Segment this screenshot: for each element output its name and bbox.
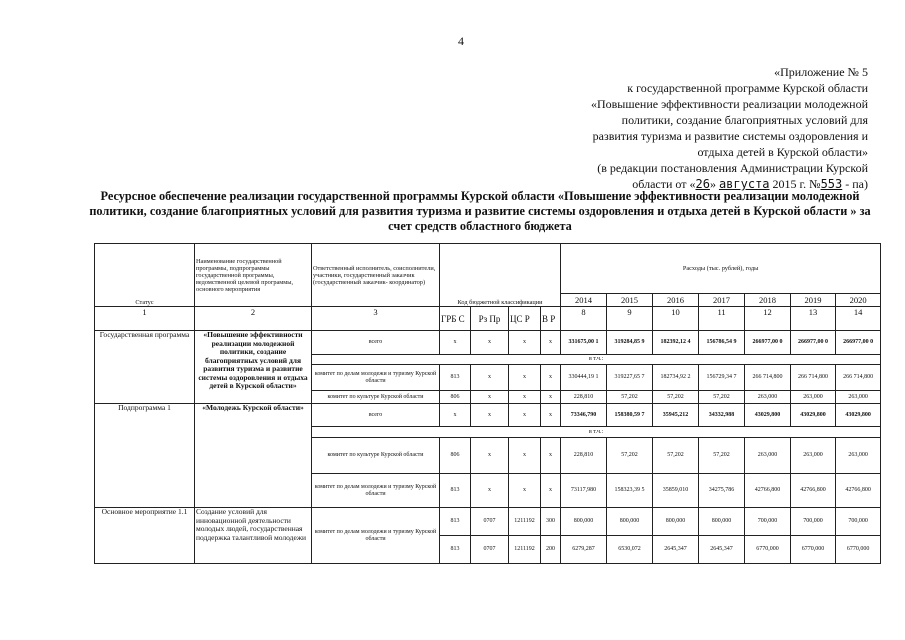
header-codes: Код бюджетной классификации — [440, 244, 561, 307]
annex-date-prefix: области от « — [632, 177, 696, 191]
code-cell: 300 — [541, 508, 561, 536]
col-number: 14 — [836, 307, 881, 331]
col-number: 13 — [791, 307, 836, 331]
code-cell: x — [509, 365, 541, 391]
col-number: 8 — [561, 307, 607, 331]
col-number: 1 — [95, 307, 195, 331]
annex-block — [548, 64, 868, 192]
value-cell: 73346,790 — [561, 404, 607, 427]
main1-name: Создание условий для инновационной деятельности молодых людей, государственная поддержка талантливой молодежи — [195, 508, 312, 564]
table-row — [95, 331, 881, 355]
executor-cell: комитет по культуре Курской области — [312, 391, 440, 404]
sub1-name: «Молодежь Курской области» — [195, 404, 312, 508]
value-cell: 266 714,800 — [745, 365, 791, 391]
code-cell: x — [471, 474, 509, 508]
executor-cell: комитет по делам молодежи и туризму Курской области — [312, 474, 440, 508]
value-cell: 42766,800 — [791, 474, 836, 508]
incl-label: в т.ч.: — [312, 427, 881, 438]
value-cell: 263,000 — [791, 391, 836, 404]
sub1-total-label: всего — [312, 404, 440, 427]
annex-date-month: августа — [718, 177, 770, 191]
value-cell: 263,000 — [745, 391, 791, 404]
value-cell: 156786,54 9 — [699, 331, 745, 355]
value-cell: 319227,65 7 — [607, 365, 653, 391]
value-cell: 43029,800 — [745, 404, 791, 427]
annex-date-suffix: - па) — [842, 177, 868, 191]
annex-date-number: 553 — [820, 177, 843, 191]
code-cell: 200 — [541, 536, 561, 564]
value-cell: 263,000 — [836, 391, 881, 404]
header-executor: Ответственный исполнитель, соисполнители, участники, государственный заказчик (государственный заказчик- координатор) — [312, 244, 440, 307]
annex-date-mid: » — [709, 177, 719, 191]
code-cell: 806 — [440, 438, 471, 474]
year-cell: 2016 — [653, 294, 699, 307]
value-cell: 35859,010 — [653, 474, 699, 508]
program-total-label: всего — [312, 331, 440, 355]
annex-date-day: 26 — [695, 177, 710, 191]
value-cell: 42766,800 — [836, 474, 881, 508]
code-cell: 813 — [440, 365, 471, 391]
main1-executor: комитет по делам молодежи и туризму Курской области — [312, 508, 440, 564]
value-cell: 6770,000 — [836, 536, 881, 564]
year-cell: 2017 — [699, 294, 745, 307]
value-cell: 700,000 — [791, 508, 836, 536]
main1-status: Основное мероприятие 1.1 — [95, 508, 195, 564]
year-cell: 2019 — [791, 294, 836, 307]
annex-line: отдыха детей в Курской области» — [697, 145, 868, 159]
value-cell: 6530,072 — [607, 536, 653, 564]
value-cell: 57,202 — [699, 391, 745, 404]
code-cell: x — [509, 391, 541, 404]
code-cell: x — [509, 438, 541, 474]
program-name: «Повышение эффективности реализации молодежной политики, создание благоприятных условий для развития туризма и развитие системы оздоровления и отдыха детей в Курской области» — [195, 331, 312, 404]
value-cell: 2645,347 — [699, 536, 745, 564]
incl-label: в т.ч.: — [312, 355, 881, 365]
code-col-header: В Р — [541, 307, 561, 331]
annex-date-year: 2015 г. № — [769, 177, 821, 191]
table-number-row — [95, 307, 881, 331]
code-cell: 813 — [440, 508, 471, 536]
value-cell: 800,000 — [699, 508, 745, 536]
col-number: 12 — [745, 307, 791, 331]
code-cell: 0707 — [471, 508, 509, 536]
value-cell: 263,000 — [791, 438, 836, 474]
program-status: Государственная программа — [95, 331, 195, 404]
value-cell: 73117,980 — [561, 474, 607, 508]
value-cell: 266977,00 0 — [791, 331, 836, 355]
year-cell: 2020 — [836, 294, 881, 307]
code-cell: x — [471, 331, 509, 355]
annex-line: к государственной программе Курской области — [627, 81, 868, 95]
value-cell: 158380,59 7 — [607, 404, 653, 427]
page-number: 4 — [458, 34, 464, 48]
value-cell: 228,810 — [561, 391, 607, 404]
value-cell: 43029,800 — [836, 404, 881, 427]
value-cell: 43029,800 — [791, 404, 836, 427]
executor-cell: комитет по делам молодежи и туризму Курской области — [312, 365, 440, 391]
annex-line: политики, создание благоприятных условий для — [621, 113, 868, 127]
table-row — [95, 404, 881, 427]
value-cell: 266977,00 0 — [745, 331, 791, 355]
code-cell: x — [541, 365, 561, 391]
code-cell: x — [509, 474, 541, 508]
value-cell: 182734,92 2 — [653, 365, 699, 391]
value-cell: 158323,39 5 — [607, 474, 653, 508]
col-number: 3 — [312, 307, 440, 331]
code-cell: x — [541, 474, 561, 508]
year-cell: 2014 — [561, 294, 607, 307]
value-cell: 266 714,800 — [791, 365, 836, 391]
value-cell: 330444,19 1 — [561, 365, 607, 391]
code-cell: x — [541, 331, 561, 355]
document-title: Ресурсное обеспечение реализации государственной программы Курской области «Повышение эффективности реализации молодежной политики, создание благоприятных условий для развития туризма и развитие системы оздоровления и отдыха детей в Курской области » за счет средств областного бюджета — [89, 189, 871, 233]
value-cell: 57,202 — [653, 391, 699, 404]
value-cell: 266 714,800 — [836, 365, 881, 391]
value-cell: 6770,000 — [791, 536, 836, 564]
value-cell: 57,202 — [607, 438, 653, 474]
value-cell: 800,000 — [607, 508, 653, 536]
code-col-header: ГРБ С — [440, 307, 471, 331]
value-cell: 182392,12 4 — [653, 331, 699, 355]
table-header-row — [95, 244, 881, 294]
code-cell: x — [541, 404, 561, 427]
value-cell: 42766,800 — [745, 474, 791, 508]
year-cell: 2018 — [745, 294, 791, 307]
header-status: Статус — [95, 244, 195, 307]
executor-cell: комитет по культуре Курской области — [312, 438, 440, 474]
header-expenses: Расходы (тыс. рублей), годы — [561, 244, 881, 294]
sub1-status: Подпрограмма 1 — [95, 404, 195, 508]
code-cell: x — [471, 391, 509, 404]
code-cell: x — [541, 391, 561, 404]
header-name: Наименование государственной программы, подпрограммы государственной программы, ведомственной целевой программы, основного мероприятия — [195, 244, 312, 307]
code-col-header: Рз Пр — [471, 307, 509, 331]
code-cell: x — [471, 438, 509, 474]
value-cell: 34332,988 — [699, 404, 745, 427]
code-cell: 1211192 — [509, 536, 541, 564]
table-row — [95, 508, 881, 536]
code-cell: 806 — [440, 391, 471, 404]
col-number: 9 — [607, 307, 653, 331]
value-cell: 800,000 — [561, 508, 607, 536]
code-cell: x — [541, 438, 561, 474]
value-cell: 156729,34 7 — [699, 365, 745, 391]
code-cell: 1211192 — [509, 508, 541, 536]
code-cell: x — [509, 404, 541, 427]
resource-table — [94, 243, 881, 564]
annex-line: «Повышение эффективности реализации молодежной — [590, 97, 868, 111]
code-cell: 0707 — [471, 536, 509, 564]
value-cell: 35945,212 — [653, 404, 699, 427]
value-cell: 228,810 — [561, 438, 607, 474]
code-cell: 813 — [440, 536, 471, 564]
value-cell: 57,202 — [607, 391, 653, 404]
col-number: 2 — [195, 307, 312, 331]
code-cell: x — [471, 404, 509, 427]
value-cell: 700,000 — [745, 508, 791, 536]
value-cell: 800,000 — [653, 508, 699, 536]
value-cell: 266977,00 0 — [836, 331, 881, 355]
col-number: 11 — [699, 307, 745, 331]
value-cell: 700,000 — [836, 508, 881, 536]
value-cell: 34275,786 — [699, 474, 745, 508]
value-cell: 6279,287 — [561, 536, 607, 564]
code-cell: x — [509, 331, 541, 355]
value-cell: 331675,00 1 — [561, 331, 607, 355]
code-col-header: ЦС Р — [509, 307, 541, 331]
col-number: 10 — [653, 307, 699, 331]
annex-line: (в редакции постановления Администрации Курской — [597, 161, 868, 175]
value-cell: 2645,347 — [653, 536, 699, 564]
value-cell: 6770,000 — [745, 536, 791, 564]
value-cell: 263,000 — [836, 438, 881, 474]
annex-line: развития туризма и развитие системы оздоровления и — [592, 129, 868, 143]
value-cell: 57,202 — [699, 438, 745, 474]
code-cell: x — [440, 404, 471, 427]
annex-line: «Приложение № 5 — [774, 65, 868, 79]
value-cell: 57,202 — [653, 438, 699, 474]
value-cell: 319284,85 9 — [607, 331, 653, 355]
code-cell: 813 — [440, 474, 471, 508]
code-cell: x — [471, 365, 509, 391]
code-cell: x — [440, 331, 471, 355]
year-cell: 2015 — [607, 294, 653, 307]
value-cell: 263,000 — [745, 438, 791, 474]
